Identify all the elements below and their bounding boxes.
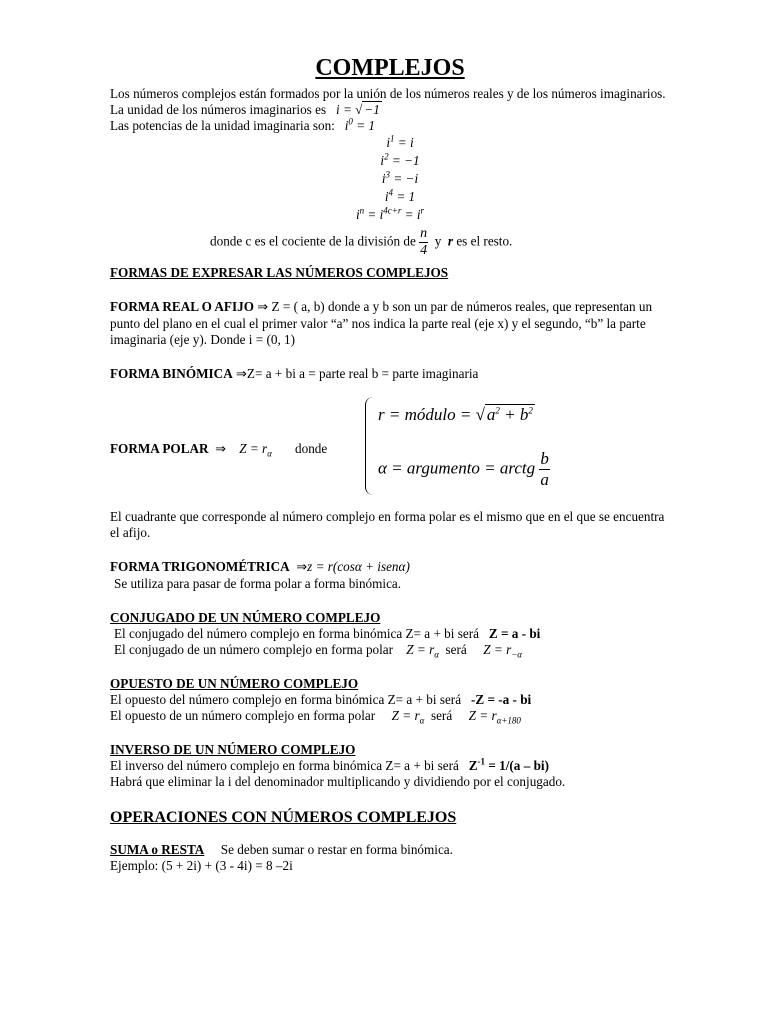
- left-brace-icon: [365, 397, 376, 495]
- powers-line: [110, 118, 670, 134]
- afijo-text: Z = ( a, b) donde a y b son un par de números reales, que representan un punto del plano en el cual el primer valor “a” nos indica la parte real (eje x) y el segundo, “b” la parte imaginaria (eje y). Donde i = (0, 1): [110, 299, 653, 347]
- polar-formula: $Z = r_\alpha$: [239, 441, 272, 459]
- inverso-line-1: El inverso del número complejo en forma binómica Z= a + bi será $Z^{-1} = 1/(a - bi)$: [110, 756, 549, 773]
- power-n: $i^n = i^{4c+r} = i^r$: [355, 205, 425, 222]
- powers-label: Las potencias de la unidad imaginaria son:: [110, 118, 335, 133]
- fraction-n-4: $\frac{n}{4}$: [420, 226, 428, 258]
- polar-label: [110, 441, 327, 458]
- cociente-prefix: donde c es el cociente de la división de: [210, 233, 416, 249]
- cociente-suffix: es el resto.: [456, 233, 513, 249]
- conjugado-line-2: El conjugado de un número complejo en forma polar $Z = r_\alpha$ será $Z = r_{-\alpha}$: [114, 642, 523, 660]
- suma-line: [110, 842, 670, 858]
- trig-title: FORMA TRIGONOMÉTRICA: [110, 559, 290, 574]
- polar-title: FORMA POLAR: [110, 441, 209, 456]
- cociente-and: y: [434, 233, 442, 249]
- conjugado-polar-result: $Z = r_{-\alpha}$: [483, 642, 523, 660]
- opuesto-line-1: El opuesto del número complejo en forma binómica Z= a + bi será -Z = -a - bi: [110, 692, 532, 707]
- opuesto-polar-result: $Z = r_{\alpha+180}$: [468, 708, 521, 726]
- polar-donde: donde: [295, 441, 328, 456]
- power-4: $i^4 = 1$: [384, 187, 416, 204]
- trig-text: Se utiliza para pasar de forma polar a forma binómica.: [114, 576, 402, 591]
- cociente-line: [210, 226, 670, 259]
- polar-argumento: α = argumento = arctg $\frac{b}{a}$: [378, 449, 549, 489]
- binomica-text: Z= a + bi a = parte real b = parte imaginaria: [246, 366, 479, 381]
- suma-title: SUMA o RESTA: [110, 842, 205, 857]
- fraction-b-a: $\frac{b}{a}$: [540, 449, 549, 489]
- polar-modulo: r = módulo = √ $a^2 + b^2$: [378, 405, 533, 424]
- opuesto-line-2: El opuesto de un número complejo en forma polar $Z = r_\alpha$ será $Z = r_{\alpha+180}$: [110, 708, 521, 726]
- implies-arrow-icon: ⇒: [236, 367, 247, 382]
- unit-line: [110, 102, 670, 118]
- binomica-paragraph: [110, 366, 670, 383]
- ejemplo-line: Ejemplo: (5 + 2i) + (3 - 4i) = 8 –2i: [110, 858, 293, 873]
- unit-formula: i = √ −1: [335, 102, 380, 117]
- inverso-result: $Z^{-1} = 1/(a - bi)$: [468, 756, 549, 773]
- conjugado-result-binomica: Z = a - bi: [488, 626, 541, 641]
- cociente-r: r: [447, 233, 454, 249]
- polar-block: [110, 397, 670, 497]
- operaciones-heading: OPERACIONES CON NÚMEROS COMPLEJOS: [110, 809, 457, 826]
- implies-arrow-icon: ⇒: [257, 300, 269, 315]
- opuesto-heading: OPUESTO DE UN NÚMERO COMPLEJO: [110, 676, 359, 691]
- afijo-title: FORMA REAL O AFIJO: [110, 299, 254, 314]
- power-2: $i^2 = -1$: [380, 151, 420, 168]
- opuesto-polar-formula: $Z = r_\alpha$: [391, 708, 425, 726]
- implies-arrow-icon: ⇒: [215, 442, 227, 457]
- page-title: COMPLEJOS: [315, 55, 465, 81]
- binomica-title: FORMA BINÓMICA: [110, 366, 233, 381]
- unit-label: La unidad de los números imaginarios es: [110, 102, 327, 117]
- suma-text: Se deben sumar o restar en forma binómica.: [220, 842, 453, 857]
- inverso-line-2: Habrá que eliminar la i del denominador multiplicando y dividiendo por el conjugado.: [110, 774, 566, 789]
- cuadrante-paragraph: El cuadrante que corresponde al número complejo en forma polar es el mismo que en el que se encuentra el afijo.: [110, 509, 665, 540]
- afijo-paragraph: [110, 299, 670, 348]
- power-0: $i^0 = 1$: [344, 116, 376, 133]
- conjugado-line-1: El conjugado del número complejo en forma binómica Z= a + bi será Z = a - bi: [114, 626, 541, 641]
- formas-heading: FORMAS DE EXPRESAR LAS NÚMEROS COMPLEJOS: [110, 265, 449, 280]
- intro-paragraph: Los números complejos están formados por la unión de los números reales y de los números imaginarios.: [110, 86, 666, 101]
- conjugado-heading: CONJUGADO DE UN NÚMERO COMPLEJO: [110, 610, 381, 625]
- opuesto-result-binomica: -Z = -a - bi: [470, 692, 532, 707]
- trig-formula: z = r(cosα + isenα): [307, 559, 410, 574]
- implies-arrow-icon: ⇒: [296, 560, 308, 575]
- conjugado-polar-formula: $Z = r_\alpha$: [406, 642, 439, 660]
- document-page: [110, 52, 670, 874]
- power-3: $i^3 = -i$: [381, 169, 419, 186]
- power-1: $i^1 = i$: [386, 133, 414, 150]
- inverso-heading: INVERSO DE UN NÚMERO COMPLEJO: [110, 742, 356, 757]
- trig-line: [110, 559, 670, 576]
